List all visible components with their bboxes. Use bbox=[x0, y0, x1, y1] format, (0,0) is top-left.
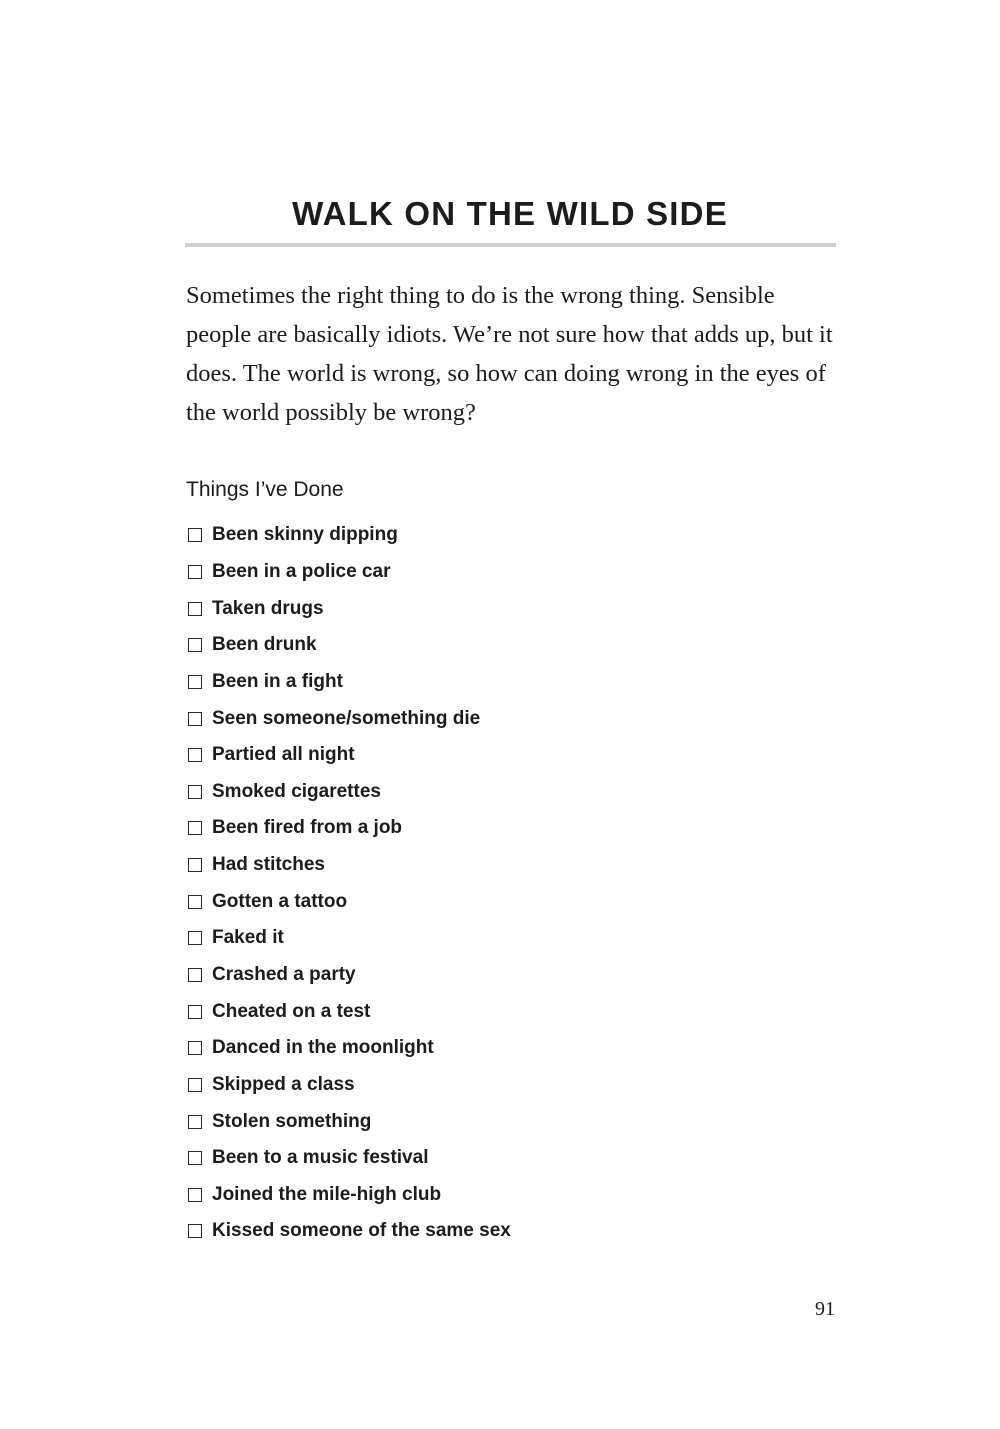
checklist-item-label: Been skinny dipping bbox=[212, 524, 398, 546]
checklist-item bbox=[188, 957, 511, 994]
checkbox-icon[interactable] bbox=[188, 675, 202, 689]
checklist-item bbox=[188, 883, 511, 920]
checklist-item-label: Stolen something bbox=[212, 1110, 372, 1132]
checkbox-icon[interactable] bbox=[188, 1005, 202, 1019]
checklist-item bbox=[188, 517, 511, 554]
checklist-item-label: Skipped a class bbox=[212, 1073, 355, 1095]
checklist-item-label: Kissed someone of the same sex bbox=[212, 1220, 511, 1242]
checklist-item-label: Joined the mile-high club bbox=[212, 1183, 442, 1205]
checklist-item bbox=[188, 1067, 511, 1104]
checklist-item bbox=[188, 1177, 511, 1214]
checkbox-icon[interactable] bbox=[188, 602, 202, 616]
checklist-item-label: Been drunk bbox=[212, 634, 317, 656]
checklist-item bbox=[188, 810, 511, 847]
checkbox-icon[interactable] bbox=[188, 1041, 202, 1055]
checklist-item bbox=[188, 554, 511, 591]
checklist-item bbox=[188, 920, 511, 957]
checkbox-icon[interactable] bbox=[188, 638, 202, 652]
checklist-item bbox=[188, 993, 511, 1030]
checkbox-icon[interactable] bbox=[188, 821, 202, 835]
checklist-item bbox=[188, 700, 511, 737]
checkbox-icon[interactable] bbox=[188, 528, 202, 542]
checkbox-icon[interactable] bbox=[188, 1078, 202, 1092]
checkbox-icon[interactable] bbox=[188, 748, 202, 762]
checklist bbox=[188, 517, 511, 1250]
checkbox-icon[interactable] bbox=[188, 712, 202, 726]
checklist-item bbox=[188, 1030, 511, 1067]
checklist-item bbox=[188, 1213, 511, 1250]
intro-paragraph: Sometimes the right thing to do is the wrong thing. Sensible people are basically idiots. We’re not sure how that adds up, but it does. The world is wrong, so how can doing wrong in the eyes of the world possibly be wrong? bbox=[186, 282, 833, 426]
checklist-item-label: Taken drugs bbox=[212, 597, 324, 619]
checklist-item bbox=[188, 773, 511, 810]
checklist-item-label: Had stitches bbox=[212, 854, 325, 876]
checklist-item bbox=[188, 1140, 511, 1177]
title-underline bbox=[185, 243, 836, 247]
checklist-item-label: Seen someone/something die bbox=[212, 707, 481, 729]
checkbox-icon[interactable] bbox=[188, 1188, 202, 1202]
page-number: 91 bbox=[815, 1298, 835, 1320]
checklist-item-label: Partied all night bbox=[212, 744, 355, 766]
checklist-item bbox=[188, 737, 511, 774]
checkbox-icon[interactable] bbox=[188, 895, 202, 909]
checkbox-icon[interactable] bbox=[188, 931, 202, 945]
checklist-item-label: Been in a police car bbox=[212, 560, 391, 582]
checklist-item-label: Crashed a party bbox=[212, 964, 356, 985]
checklist-item-label: Been to a music festival bbox=[212, 1147, 429, 1169]
checklist-item bbox=[188, 847, 511, 884]
checkbox-icon[interactable] bbox=[188, 565, 202, 579]
checkbox-icon[interactable] bbox=[188, 1115, 202, 1129]
checklist-item bbox=[188, 1103, 511, 1140]
checkbox-icon[interactable] bbox=[188, 785, 202, 799]
checklist-item-label: Gotten a tattoo bbox=[212, 890, 348, 912]
checklist-item-label: Been fired from a job bbox=[212, 817, 403, 839]
checklist-item bbox=[188, 664, 511, 701]
checklist-item-label: Cheated on a test bbox=[212, 1000, 371, 1022]
checklist-item bbox=[188, 627, 511, 664]
checkbox-icon[interactable] bbox=[188, 1224, 202, 1238]
checklist-item-label: Faked it bbox=[212, 927, 284, 949]
page-title: WALK ON THE WILD SIDE bbox=[292, 195, 728, 232]
checklist-item bbox=[188, 590, 511, 627]
checklist-item-label: Smoked cigarettes bbox=[212, 780, 381, 802]
checklist-item-label: Danced in the moonlight bbox=[212, 1037, 434, 1059]
checklist-heading: Things I’ve Done bbox=[186, 478, 344, 501]
checkbox-icon[interactable] bbox=[188, 1151, 202, 1165]
checklist-item-label: Been in a fight bbox=[212, 670, 343, 692]
checkbox-icon[interactable] bbox=[188, 968, 202, 982]
checkbox-icon[interactable] bbox=[188, 858, 202, 872]
